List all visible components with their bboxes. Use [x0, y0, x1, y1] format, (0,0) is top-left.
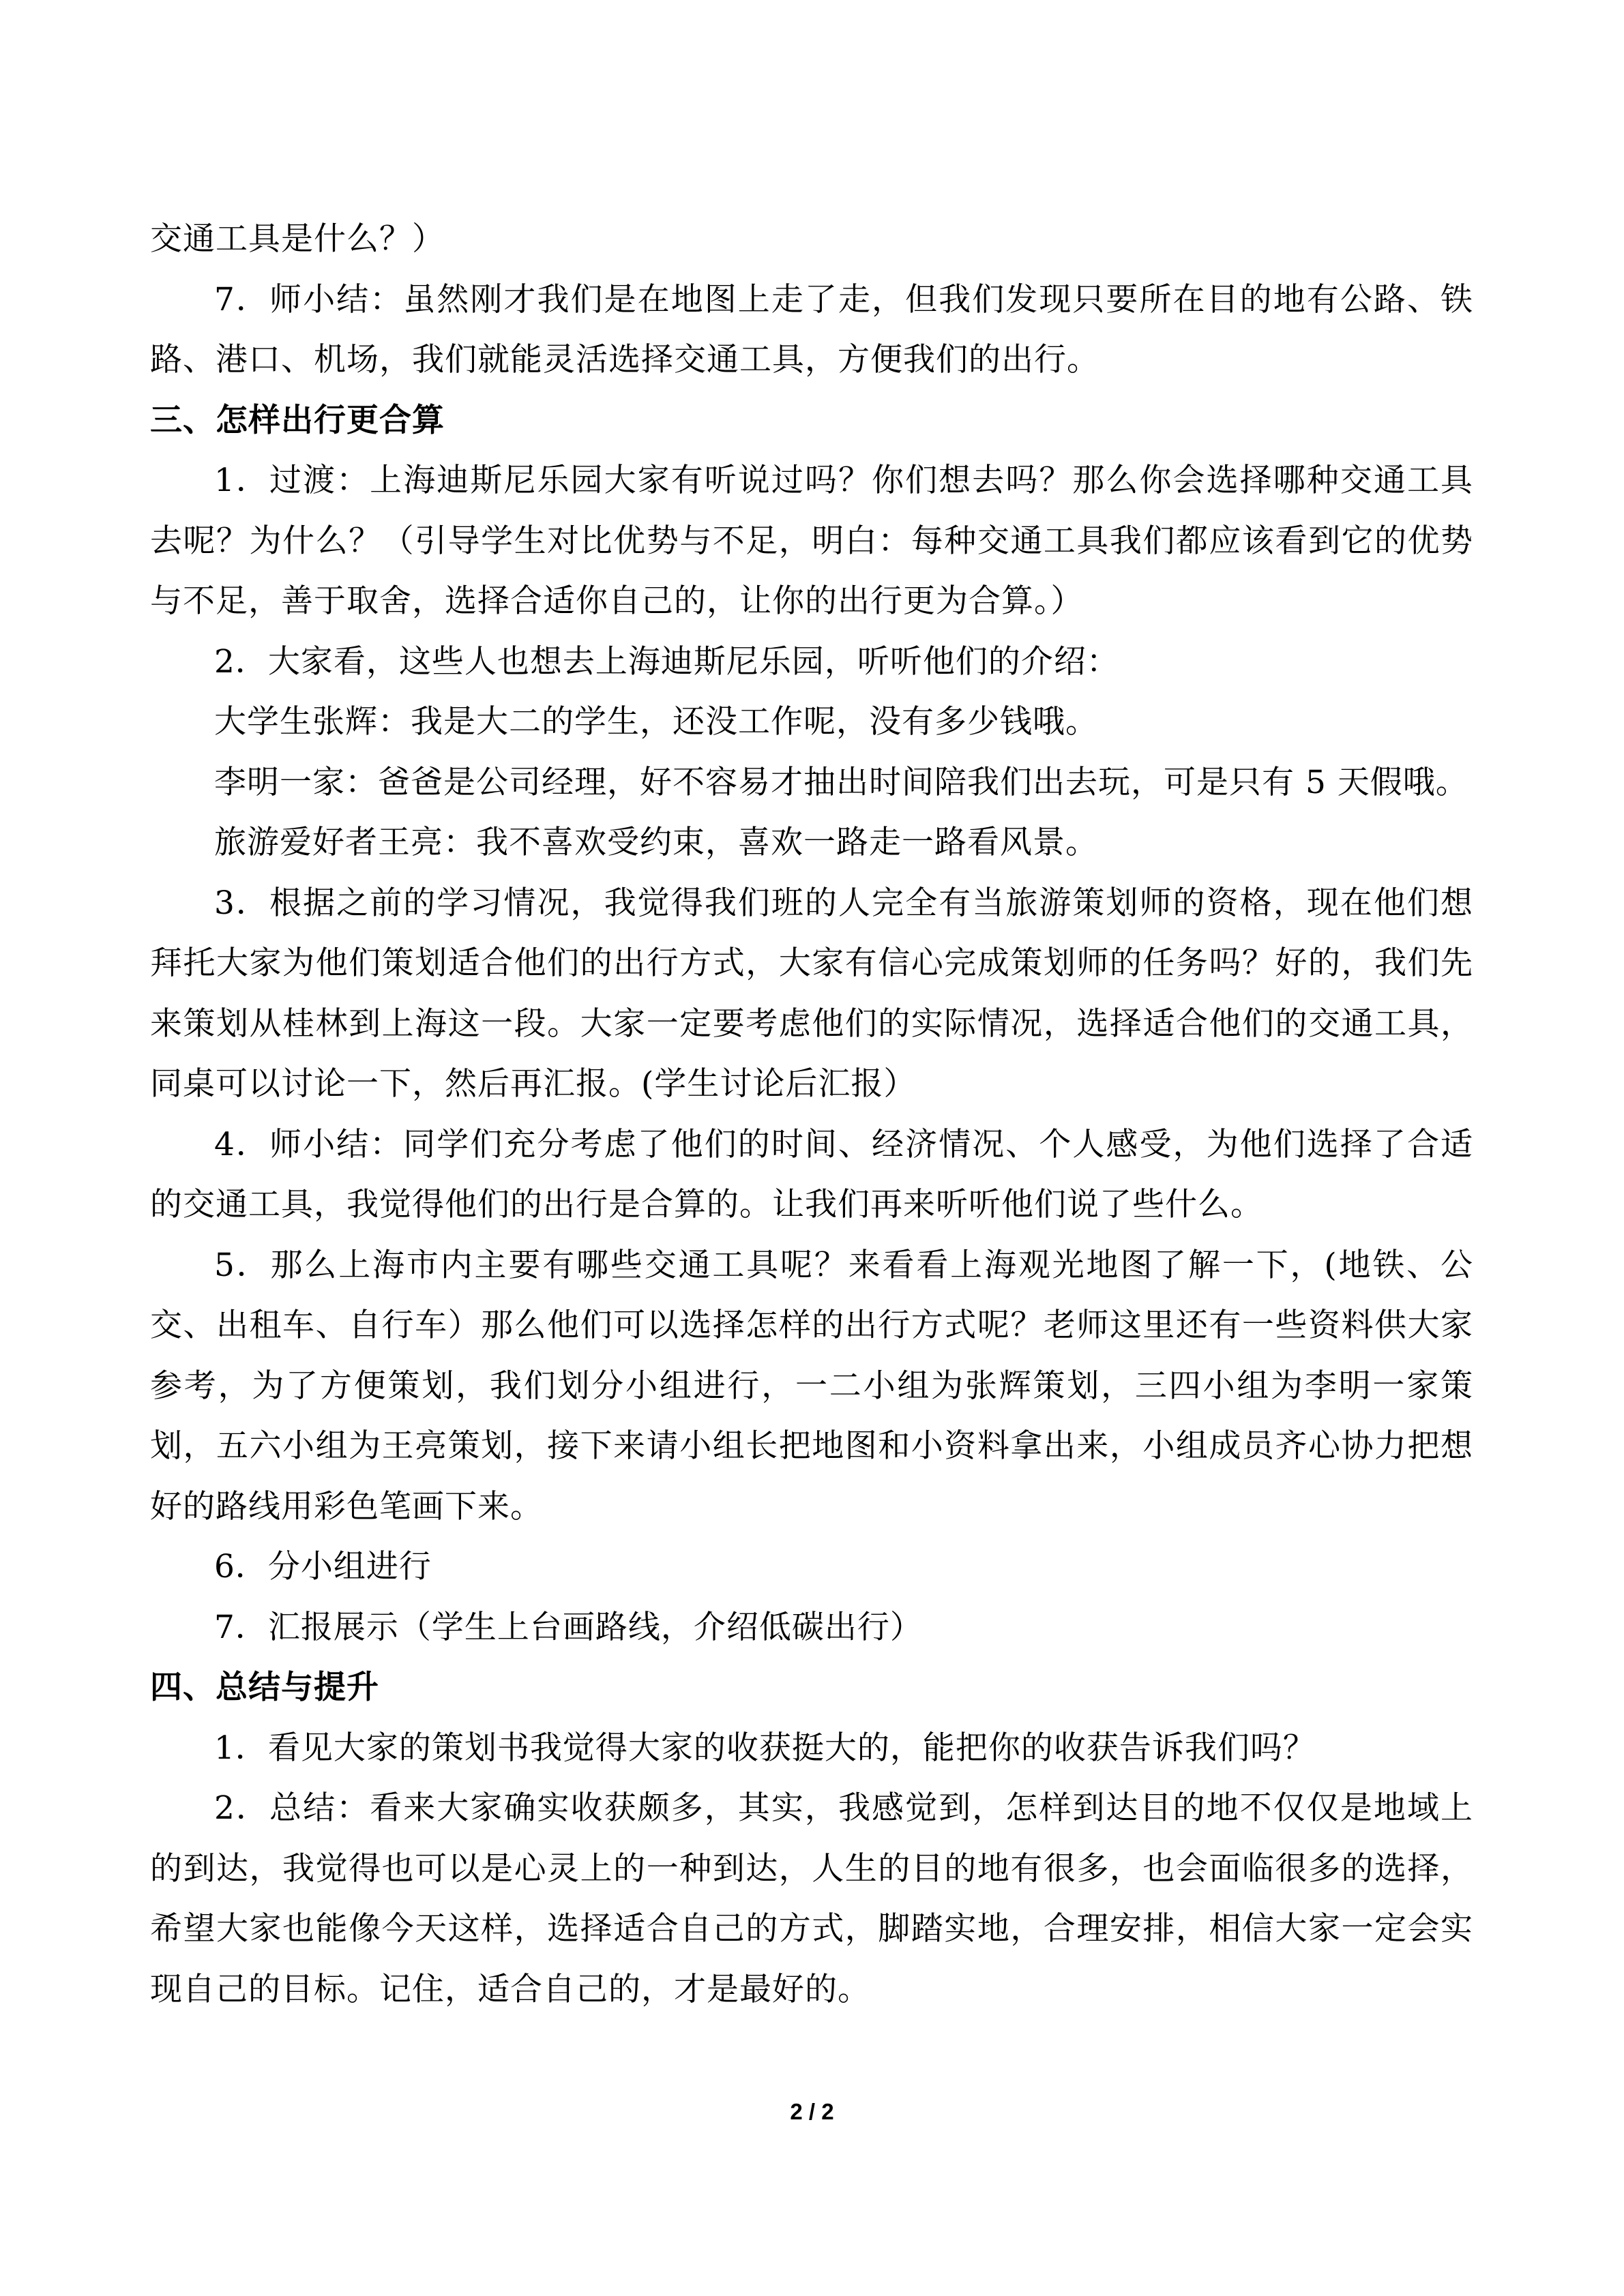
paragraph-teacher-summary-4: 4．师小结：同学们充分考虑了他们的时间、经济情况、个人感受，为他们选择了合适的交通工具，我觉得他们的出行是合算的。让我们再来听听他们说了些什么。	[150, 1125, 1473, 1223]
page-number: 2 / 2	[790, 2099, 834, 2124]
paragraph-transition: 1．过渡：上海迪斯尼乐园大家有听说过吗？你们想去吗？那么你会选择哪种交通工具去呢？为什么？（引导学生对比优势与不足，明白：每种交通工具我们都应该看到它的优势与不足，善于取舍，选择合适你自己的，让你的出行更为合算。）	[150, 462, 1473, 620]
paragraph-final-summary: 2．总结：看来大家确实收获颇多，其实，我感觉到，怎样到达目的地不仅仅是地域上的到达，我觉得也可以是心灵上的一种到达，人生的目的地有很多，也会面临很多的选择，希望大家也能像今天这样，选择适合自己的方式，脚踏实地，合理安排，相信大家一定会实现自己的目标。记住，适合自己的，才是最好的。	[150, 1789, 1473, 2008]
paragraph-shanghai-transport: 5．那么上海市内主要有哪些交通工具呢？来看看上海观光地图了解一下，(地铁、公交、出租车、自行车）那么他们可以选择怎样的出行方式呢？老师这里还有一些资料供大家参考，为了方便策划，我们划分小组进行，一二小组为张辉策划，三四小组为李明一家策划，五六小组为王亮策划，接下来请小组长把地图和小资料拿出来，小组成员齐心协力把想好的路线用彩色笔画下来。	[150, 1246, 1473, 1525]
paragraph-harvest-question: 1．看见大家的策划书我觉得大家的收获挺大的，能把你的收获告诉我们吗？	[214, 1729, 1316, 1767]
paragraph-zhang-hui: 大学生张辉：我是大二的学生，还没工作呢，没有多少钱哦。	[214, 703, 1098, 741]
document-body	[150, 209, 1473, 2020]
section-heading-4: 四、总结与提升	[150, 1669, 379, 1706]
section-heading-3: 三、怎样出行更合算	[150, 401, 445, 439]
paragraph-group-work: 6．分小组进行	[214, 1548, 432, 1585]
paragraph-report-display: 7．汇报展示（学生上台画路线，介绍低碳出行）	[214, 1608, 923, 1646]
paragraph-teacher-summary-7: 7．师小结：虽然刚才我们是在地图上走了走，但我们发现只要所在目的地有公路、铁路、港口、机场，我们就能灵活选择交通工具，方便我们的出行。	[150, 280, 1473, 378]
paragraph-li-ming-family: 李明一家：爸爸是公司经理，好不容易才抽出时间陪我们出去玩，可是只有 5 天假哦。	[214, 763, 1468, 801]
paragraph-continuation: 交通工具是什么？）	[150, 220, 445, 258]
paragraph-wang-liang: 旅游爱好者王亮：我不喜欢受约束，喜欢一路走一路看风景。	[214, 824, 1098, 861]
paragraph-introductions: 2．大家看，这些人也想去上海迪斯尼乐园，听听他们的介绍：	[214, 642, 1119, 681]
paragraph-planning-task: 3．根据之前的学习情况，我觉得我们班的人完全有当旅游策划师的资格，现在他们想拜托大家为他们策划适合他们的出行方式，大家有信心完成策划师的任务吗？好的，我们先来策划从桂林到上海这一段。大家一定要考虑他们的实际情况，选择适合他们的交通工具，同桌可以讨论一下，然后再汇报。(学生讨论后汇报）	[150, 884, 1473, 1103]
